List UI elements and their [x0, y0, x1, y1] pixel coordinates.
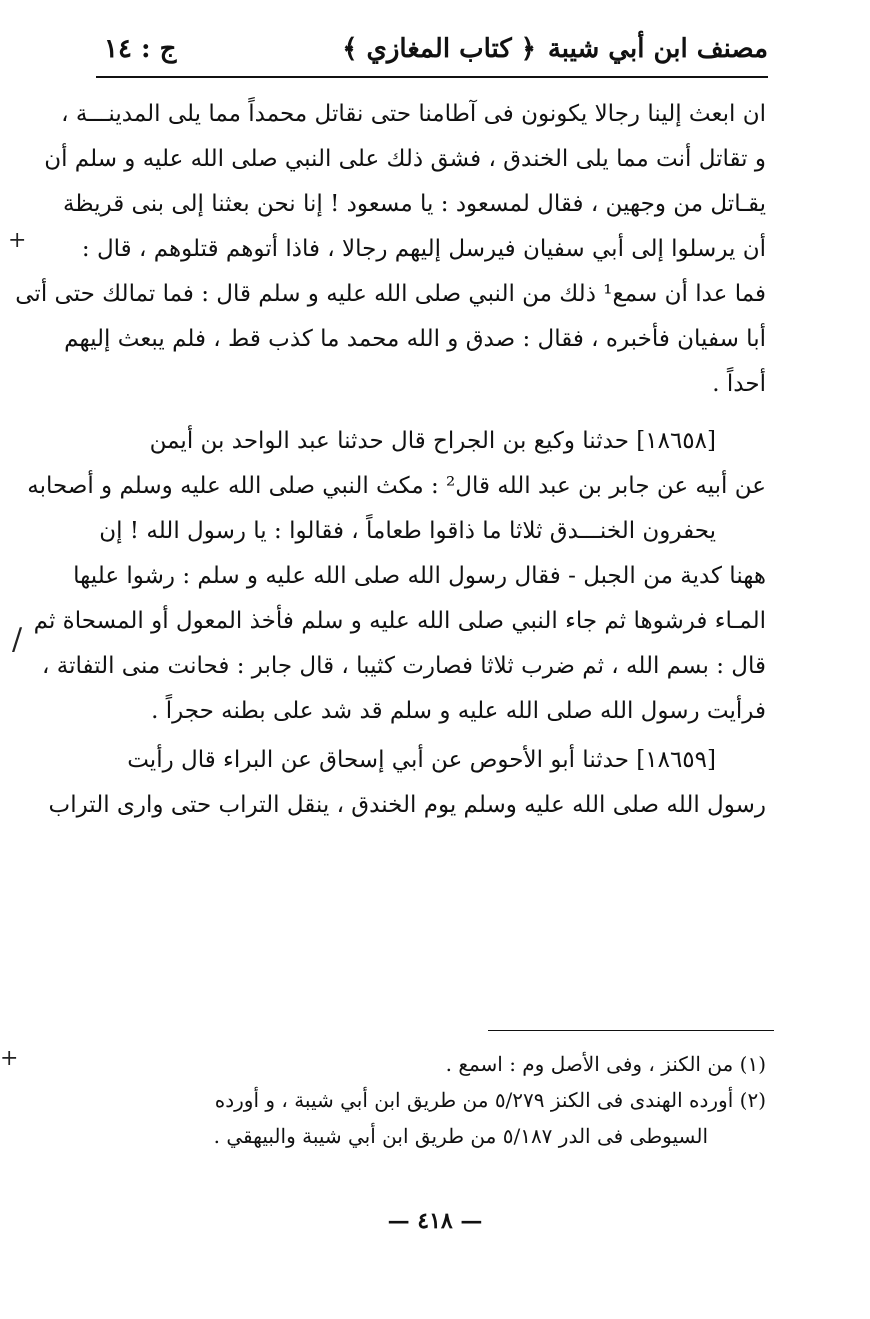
- page-number: — ٤١٨ —: [387, 1208, 483, 1234]
- footnotes: [98, 1046, 766, 1154]
- text-line: يقـاتل من وجهين ، فقال لمسعود : يا مسعود ! إنا نحن بعثنا إلى بنى قريظة: [62, 191, 766, 217]
- page-header: [96, 28, 768, 72]
- text-line: ههنا كدية من الجبل - فقال رسول الله صلى الله عليه و سلم : رشوا عليها: [73, 563, 766, 589]
- paragraph: [15, 92, 766, 407]
- text-line: يحفرون الخنـــدق ثلاثا ما ذاقوا طعاماً ، فقالوا : يا رسول الله ! إن: [99, 518, 716, 544]
- paragraph-hadith-18658: [27, 419, 766, 734]
- text-line: المـاء فرشوها ثم جاء النبي صلى الله عليه و سلم فأخذ المعول أو المسحاة ثم: [33, 608, 766, 634]
- paragraph-hadith-18659: [48, 738, 766, 828]
- text-line: فما عدا أن سمع¹ ذلك من النبي صلى الله عليه و سلم قال : فما تمالك حتى أتى: [15, 281, 766, 307]
- text-line: [١٨٦٥٨] حدثنا وكيع بن الجراح قال حدثنا عبد الواحد بن أيمن: [149, 428, 716, 454]
- book-title: مصنف ابن أبي شيبة: [547, 34, 768, 64]
- text-line: [١٨٦٥٩] حدثنا أبو الأحوص عن أبي إسحاق عن البراء قال رأيت: [127, 747, 716, 773]
- text-line: فرأيت رسول الله صلى الله عليه و سلم قد شد على بطنه حجراً .: [151, 698, 766, 724]
- text-line: ان ابعث إلينا رجالا يكونون فى آطامنا حتى نقاتل محمداً مما يلى المدينـــة ،: [61, 101, 766, 127]
- footnote-2: (٢) أورده الهندى فى الكنز ٥/٢٧٩ من طريق ابن أبي شيبة ، و أورده: [214, 1088, 766, 1112]
- chapter-title: ﴿ كتاب المغازي ﴾: [342, 34, 536, 64]
- margin-mark: /: [12, 622, 23, 657]
- footnote-2-continued: السيوطى فى الدر ٥/١٨٧ من طريق ابن أبي شيبة والبيهقي .: [213, 1124, 708, 1148]
- header-rule: [96, 76, 768, 78]
- footnote-1: (١) من الكنز ، وفى الأصل وم : اسمع .: [445, 1052, 766, 1076]
- text-line: أبا سفيان فأخبره ، فقال : صدق و الله محمد ما كذب قط ، فلم يبعث إليهم: [64, 326, 766, 352]
- footnote-rule: [488, 1030, 774, 1031]
- text-line: و تقاتل أنت مما يلى الخندق ، فشق ذلك على النبي صلى الله عليه و سلم أن: [44, 146, 766, 172]
- main-text: [15, 92, 766, 828]
- margin-mark: +: [8, 228, 27, 253]
- text-line: رسول الله صلى الله عليه وسلم يوم الخندق ، ينقل التراب حتى وارى التراب: [48, 792, 766, 818]
- text-line: عن أبيه عن جابر بن عبد الله قال² : مكث النبي صلى الله عليه وسلم و أصحابه: [27, 473, 766, 499]
- text-line: أحداً .: [712, 371, 766, 397]
- margin-mark: +: [0, 1046, 19, 1071]
- text-line: أن يرسلوا إلى أبي سفيان فيرسل إليهم رجالا ، فاذا أتوهم قتلوهم ، قال :: [81, 236, 766, 262]
- volume-number: ج : ١٤: [104, 34, 177, 64]
- text-line: قال : بسم الله ، ثم ضرب ثلاثا فصارت كثيبا ، قال جابر : فحانت منى التفاتة ،: [42, 653, 766, 679]
